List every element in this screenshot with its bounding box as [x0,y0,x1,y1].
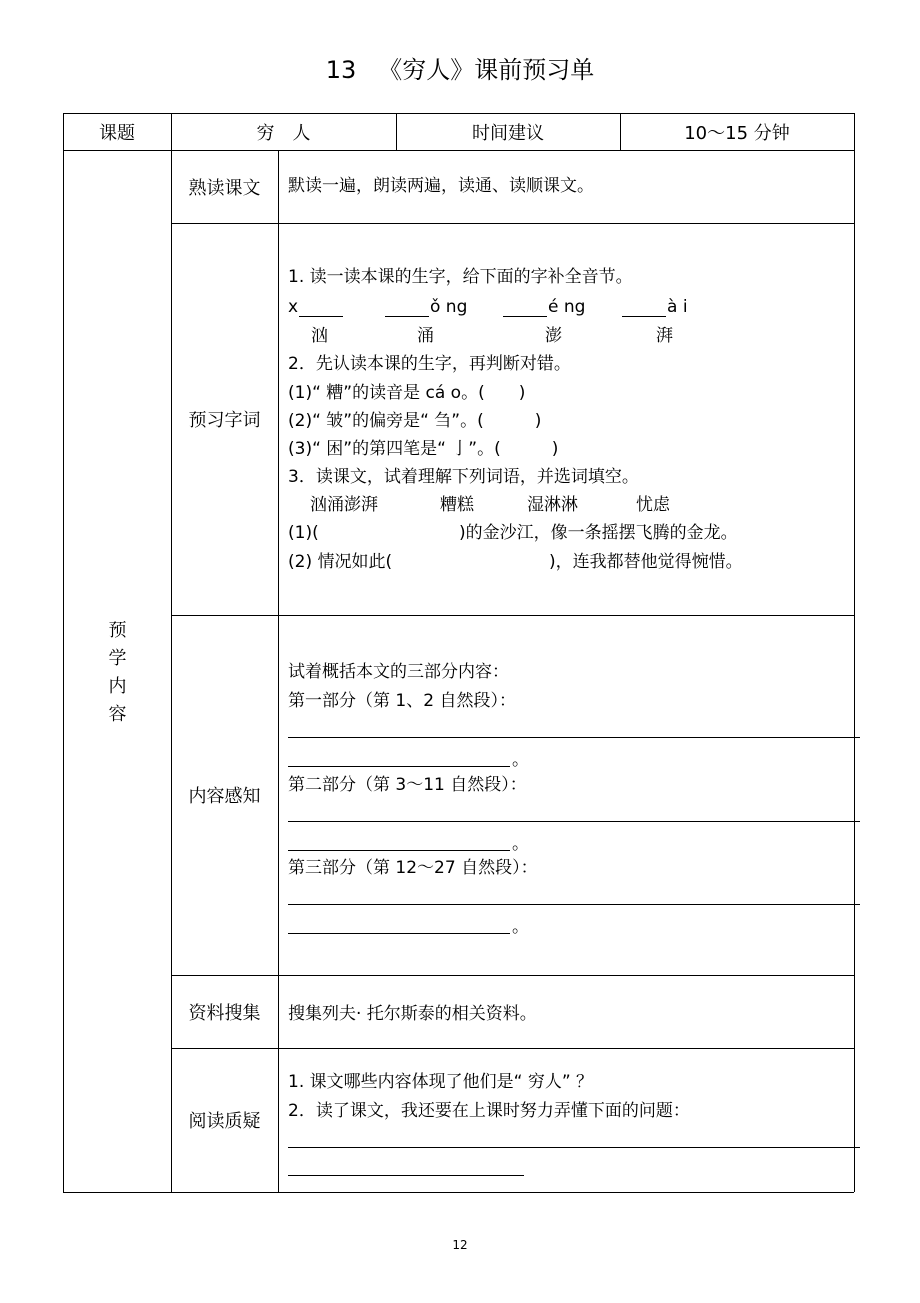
char-1: 汹 [311,326,328,346]
answer-line[interactable] [288,904,860,905]
questions-q1: 1. 课文哪些内容体现了他们是“ 穷人” ？ [288,1072,594,1092]
pinyin-4: à i [667,297,688,317]
side-char: 预 [108,620,127,641]
materials-text: 搜集列夫· 托尔斯泰的相关资料。 [288,1004,537,1024]
side-char: 容 [108,704,127,725]
header-subject-label: 课题 [99,122,135,144]
content-intro: 试着概括本文的三部分内容： [288,662,509,682]
answer-line[interactable] [288,1175,524,1176]
content-part-1: 第一部分（第 1、2 自然段）： [288,691,516,711]
answer-line[interactable] [288,1147,860,1148]
answer-line[interactable] [288,821,860,822]
vocab-q3: 3．读课文，试着理解下列词语，并选词填空。 [288,467,639,487]
pinyin-1: x [288,297,299,317]
period: 。 [512,834,529,854]
row-label-reading: 熟读课文 [188,177,261,199]
page-number: 12 [452,1238,468,1252]
row-label-questions: 阅读质疑 [188,1111,261,1132]
answer-line[interactable] [288,737,860,738]
vocab-q2-item: (1)“ 糟”的读音是 cá o。( ) [288,383,526,403]
side-char: 内 [108,676,127,697]
vocab-q2-item: (2)“ 皱”的偏旁是“ 刍”。( ) [288,411,542,431]
row-label-content: 内容感知 [188,786,261,807]
row-label-materials: 资料搜集 [188,1002,261,1024]
fill1-end: )的金沙江，像一条摇摆飞腾的金龙。 [459,523,738,543]
char-3: 澎 [545,326,562,346]
lesson-number: 13 [325,56,357,84]
pinyin-3: é ng [548,297,586,317]
content-part-3: 第三部分（第 12～27 自然段）： [288,858,538,878]
header-subject-value: 穷 人 [256,122,311,144]
fill1-start: (1)( [288,523,319,543]
word-3: 湿淋淋 [527,495,578,515]
vocab-q2-item: (3)“ 困”的第四笔是“ 亅”。( ) [288,439,559,459]
answer-line[interactable] [288,766,510,767]
period: 。 [512,917,529,937]
vocab-q2: 2．先认读本课的生字，再判断对错。 [288,354,571,374]
side-label [64,617,171,729]
word-2: 糟糕 [440,495,474,515]
content-part-2: 第二部分（第 3～11 自然段）： [288,775,527,795]
page-title [0,50,920,85]
answer-line[interactable] [288,850,510,851]
side-char: 学 [108,648,127,669]
char-4: 湃 [656,326,673,346]
reading-text: 默读一遍，朗读两遍，读通、读顺课文。 [288,176,594,196]
questions-q2: 2．读了课文，我还要在上课时努力弄懂下面的问题： [288,1101,690,1121]
header-time-label: 时间建议 [472,122,544,144]
answer-line[interactable] [288,933,510,934]
row-label-vocab: 预习字词 [188,410,261,431]
period: 。 [512,750,529,770]
word-1: 汹涌澎湃 [310,495,378,515]
title-text: 《穷人》课前预习单 [378,56,595,84]
fill2-end: )，连我都替他觉得惋惜。 [549,552,743,572]
header-time-value: 10～15 分钟 [684,122,790,144]
fill2-start: (2) 情况如此( [288,552,393,572]
word-4: 忧虑 [636,495,670,515]
pinyin-2: ǒ ng [430,297,468,317]
char-2: 涌 [417,326,434,346]
vocab-q1: 1. 读一读本课的生字，给下面的字补全音节。 [288,267,633,287]
